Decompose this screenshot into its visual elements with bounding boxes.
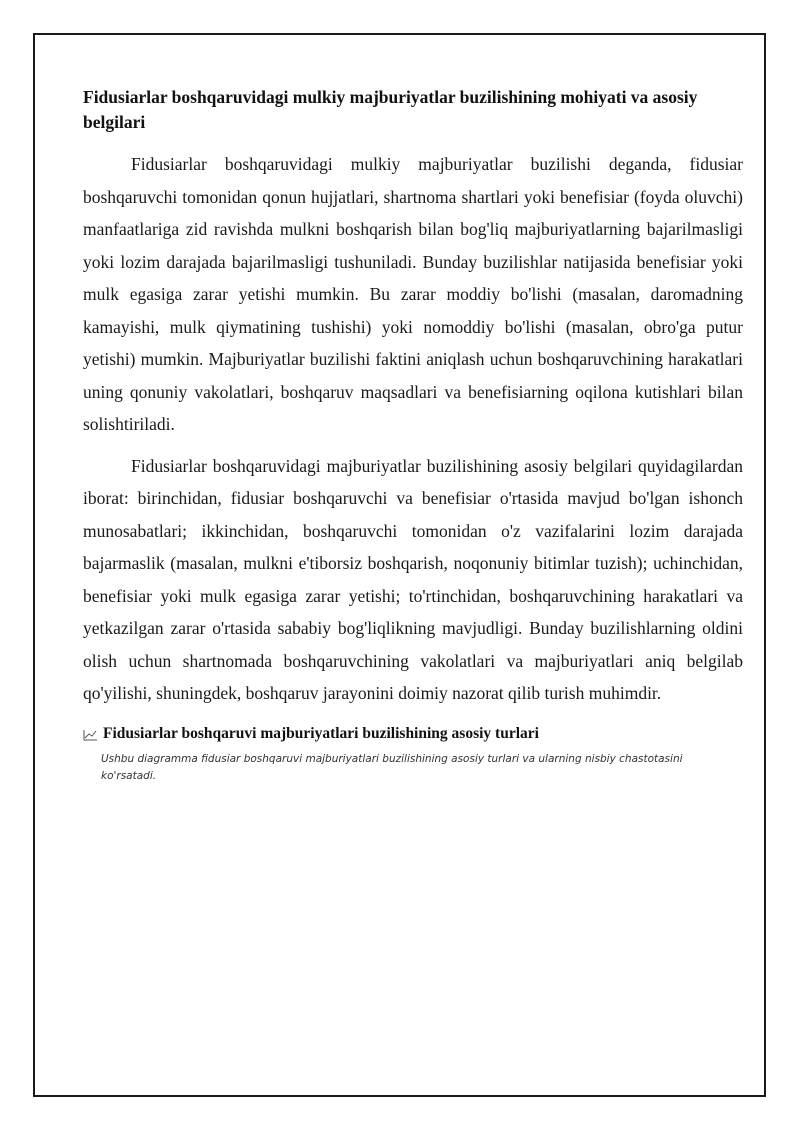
document-title: Fidusiarlar boshqaruvidagi mulkiy majburiyatlar buzilishining mohiyati va asosiy belgilari [83, 87, 698, 132]
chart-section [83, 723, 743, 785]
chart-icon [83, 728, 98, 740]
document-body [83, 85, 743, 785]
paragraph-1: Fidusiarlar boshqaruvidagi mulkiy majburiyatlar buzilishi deganda, fidusiar boshqaruvchi tomonidan qonun hujjatlari, shartnoma shartlari yoki benefisiar (foyda oluvchi) manfaatlariga zid ravishda mulkni boshqarish bilan bog'liq majburiyatlarning bajarilmasligi yoki lozim darajada bajarilmasligi tushuniladi. Bunday buzilishlar natijasida benefisiar yoki mulk egasiga zarar yetishi mumkin. Bu zarar moddiy bo'lishi (masalan, daromadning kamayishi, mulk qiymatining tushishi) yoki nomoddiy bo'lishi (masalan, obro'ga putur yetishi) mumkin. Majburiyatlar buzilishi faktini aniqlash uchun boshqaruvchining harakatlari uning qonuniy vakolatlari, boshqaruv maqsadlari va benefisiarning oqilona kutishlari bilan solishtiriladi. [83, 154, 743, 434]
paragraph-2: Fidusiarlar boshqaruvidagi majburiyatlar buzilishining asosiy belgilari quyidagilardan iborat: birinchidan, fidusiar boshqaruvchi va benefisiar o'rtasida mavjud bo'lgan ishonch munosabatlari; ikkinchidan, boshqaruvchi tomonidan o'z vazifalarini lozim darajada bajarmaslik (masalan, mulkni e'tiborsiz boshqarish, noqonuniy bitimlar tuzish); uchinchidan, benefisiar yoki mulk egasiga zarar yetishi; to'rtinchidan, boshqaruvchining harakatlari va yetkazilgan zarar o'rtasida sababiy bog'liqlikning mavjudligi. Bunday buzilishlarning oldini olish uchun shartnomada boshqaruvchining vakolatlari va majburiyatlari aniq belgilab qo'yilishi, shuningdek, boshqaruv jarayonini doimiy nazorat qilib turish muhimdir. [83, 455, 743, 703]
chart-heading-text: Fidusiarlar boshqaruvi majburiyatlari buzilishining asosiy turlari [103, 724, 539, 742]
chart-heading [83, 723, 743, 745]
chart-caption: Ushbu diagramma fidusiar boshqaruvi majburiyatlari buzilishining asosiy turlari va ularning nisbiy chastotasini ko'rsatadi. [101, 752, 683, 782]
